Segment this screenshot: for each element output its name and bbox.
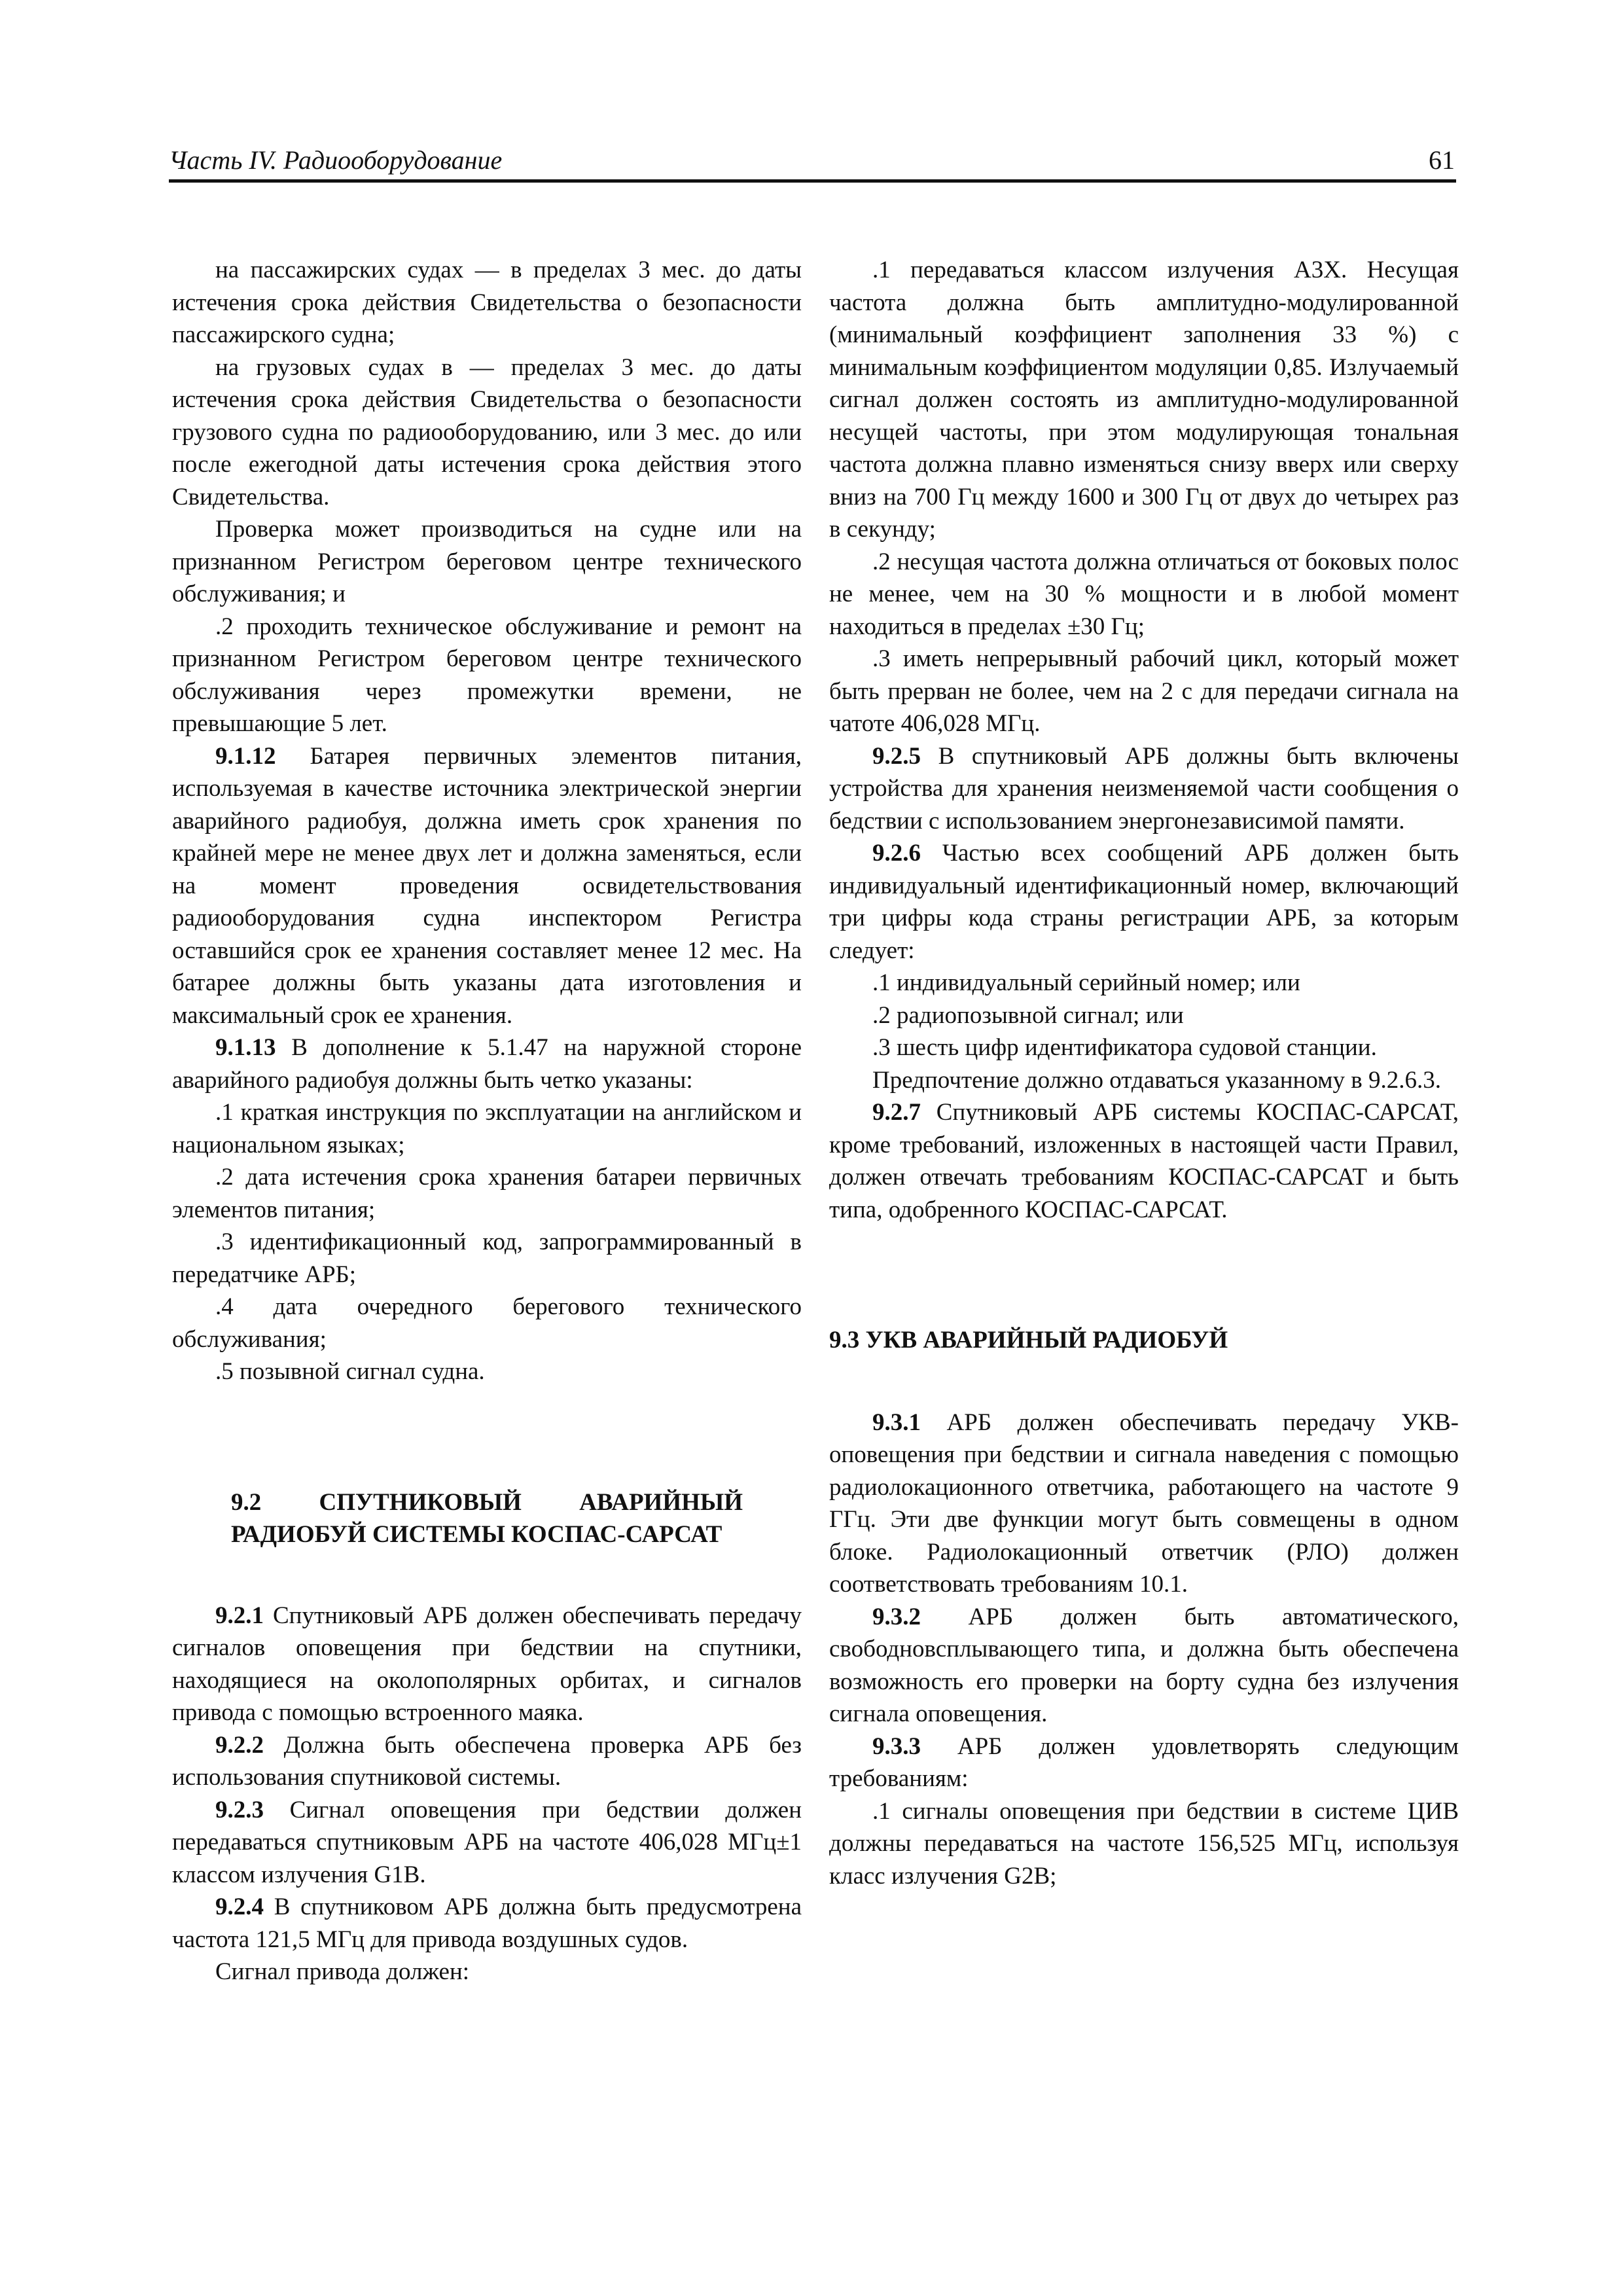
paragraph: Сигнал привода должен: — [215, 1958, 470, 1985]
clause-text: АРБ должен удовлетворять следующим требованиям: — [829, 1732, 1459, 1792]
clause-text: Должна быть обеспечена проверка АРБ без использования спутниковой системы. — [172, 1731, 802, 1791]
clause-number: 9.2.3 — [215, 1796, 264, 1823]
clause-text: В дополнение к 5.1.47 на наружной стороне аварийного радиобуя должны быть четко указаны: — [172, 1034, 802, 1094]
clause-text: Частью всех сообщений АРБ должен быть индивидуальный идентификационный номер, включающий три цифры кода страны регистрации АРБ, за которым следует: — [829, 840, 1459, 964]
clause-number: 9.3.1 — [872, 1408, 921, 1436]
paragraph-9-2-7 — [829, 1096, 1459, 1226]
clause-number: 9.2.4 — [215, 1893, 264, 1920]
clause-text: АРБ должен быть автоматического, свободновсплывающего типа, и должна быть обеспечена возможность его проверки на борту судна без излучения сигнала оповещения. — [829, 1603, 1459, 1727]
list-item: .3 идентификационный код, запрограммированный в передатчике АРБ; — [172, 1229, 802, 1288]
clause-text: В спутниковом АРБ должна быть предусмотрена частота 121,5 МГц для привода воздушных судов. — [172, 1893, 802, 1953]
paragraph-9-2-5 — [829, 740, 1459, 838]
list-item: .1 краткая инструкция по эксплуатации на английском и национальном языках; — [172, 1099, 802, 1158]
paragraph-9-3-2 — [829, 1601, 1459, 1731]
paragraph: Предпочтение должно отдаваться указанному в 9.2.6.3. — [872, 1066, 1441, 1094]
right-column — [829, 254, 1459, 1892]
list-item: .4 дата очередного берегового технического обслуживания; — [172, 1293, 802, 1353]
paragraph: на грузовых судах в — пределах 3 мес. до даты истечения срока действия Свидетельства о безопасности грузового судна по радиооборудованию, или 3 мес. до или после ежегодной даты истечения срока действия этого Свидетельства. — [172, 353, 802, 511]
list-item: .1 сигналы оповещения при бедствии в системе ЦИВ должны передаваться на частоте 156,525 МГц, используя класс излучения G2B; — [829, 1797, 1459, 1890]
clause-text: Сигнал оповещения при бедствии должен передаваться спутниковым АРБ на частоте 406,028 МГц±1 классом излучения G1B. — [172, 1796, 802, 1888]
clause-text: В спутниковый АРБ должны быть включены устройства для хранения неизменяемой части сообщения о бедствии с использованием энергонезависимой памяти. — [829, 742, 1459, 834]
clause-text: Батарея первичных элементов питания, используемая в качестве источника электрической энергии аварийного радиобуя, должна иметь срок хранения по крайней мере не менее двух лет и должна заменяться, если на момент проведения освидетельствования радиооборудования судна инспектором Регистра оставшийся срок ее хранения составляет менее 12 мес. На батарее должны быть указаны дата изготовления и максимальный срок ее хранения. — [172, 742, 802, 1029]
clause-text: Спутниковый АРБ должен обеспечивать передачу сигналов оповещения при бедствии на спутники, находящиеся на околополярных орбитах, и сигналов привода с помощью встроенного маяка. — [172, 1602, 802, 1726]
paragraph-9-2-2 — [172, 1729, 802, 1794]
section-heading-9-3: 9.3 УКВ АВАРИЙНЫЙ РАДИОБУЙ — [829, 1327, 1228, 1354]
clause-number: 9.3.3 — [872, 1732, 921, 1760]
clause-text: АРБ должен обеспечивать передачу УКВ-оповещения при бедствии и сигнала наведения с помощью радиолокационного ответчика, работающего на частоте 9 ГГц. Эти две функции могут быть совмещены в одном блоке. Радиолокационный ответчик (РЛО) должен соответствовать требованиям 10.1. — [829, 1408, 1459, 1598]
clause-number: 9.2.6 — [872, 840, 921, 867]
clause-text: Спутниковый АРБ системы КОСПАС-САРСАТ, кроме требований, изложенных в настоящей части Правил, должен отвечать требованиям КОСПАС-САРСАТ и быть типа, одобренного КОСПАС-САРСАТ. — [829, 1099, 1459, 1223]
clause-number: 9.1.12 — [215, 742, 276, 770]
paragraph-9-2-4 — [172, 1891, 802, 1956]
list-item: .1 индивидуальный серийный номер; или — [872, 969, 1300, 996]
list-item: .2 радиопозывной сигнал; или — [872, 1001, 1184, 1029]
list-item: .2 несущая частота должна отличаться от боковых полос не менее, чем на 30 % мощности и в любой момент находиться в пределах ±30 Гц; — [829, 548, 1459, 640]
clause-number: 9.2.5 — [872, 742, 921, 770]
paragraph-9-1-13 — [172, 1031, 802, 1096]
paragraph-9-3-1 — [829, 1407, 1459, 1601]
paragraph-9-2-3 — [172, 1794, 802, 1892]
list-item: .3 шесть цифр идентификатора судовой станции. — [872, 1034, 1377, 1061]
running-title: Часть IV. Радиооборудование — [169, 145, 503, 175]
clause-number: 9.2.1 — [215, 1602, 264, 1629]
clause-number: 9.2.7 — [872, 1099, 921, 1126]
clause-number: 9.3.2 — [872, 1603, 921, 1630]
clause-number: 9.1.13 — [215, 1034, 276, 1061]
list-item: .1 передаваться классом излучения A3X. Несущая частота должна быть амплитудно-модулированной (минимальный коэффициент заполнения 33 %) с минимальным коэффициентом модуляции 0,85. Излучаемый сигнал должен состоять из амплитудно-модулированной несущей частоты, при этом модулирующая тональная частота должна плавно изменяться снизу вверх или сверху вниз на 700 Гц между 1600 и 300 Гц от двух до четырех раз в секунду; — [829, 257, 1459, 543]
paragraph-9-2-1 — [172, 1600, 802, 1729]
paragraph: на пассажирских судах — в пределах 3 мес. до даты истечения срока действия Свидетельства о безопасности пассажирского судна; — [172, 257, 802, 348]
list-item: .2 дата истечения срока хранения батареи первичных элементов питания; — [172, 1164, 802, 1223]
section-heading-9-2: 9.2 СПУТНИКОВЫЙ АВАРИЙНЫЙ РАДИОБУЙ СИСТЕМЫ КОСПАС-САРСАТ — [231, 1488, 743, 1548]
paragraph: .2 проходить техническое обслуживание и ремонт на признанном Регистром береговом центре технического обслуживания через промежутки времени, не превышающие 5 лет. — [172, 613, 802, 737]
list-item: .3 иметь непрерывный рабочий цикл, который может быть прерван не более, чем на 2 с для передачи сигнала на чатоте 406,028 МГц. — [829, 645, 1459, 737]
clause-number: 9.2.2 — [215, 1731, 264, 1759]
paragraph: Проверка может производиться на судне или на признанном Регистром береговом центре технического обслуживания; и — [172, 516, 802, 607]
page-header — [169, 143, 1456, 183]
paragraph-9-3-3 — [829, 1731, 1459, 1795]
left-column — [172, 254, 802, 1988]
paragraph-9-2-6 — [829, 837, 1459, 967]
paragraph-9-1-12 — [172, 740, 802, 1032]
page-number: 61 — [1429, 145, 1455, 175]
list-item: .5 позывной сигнал судна. — [215, 1358, 485, 1385]
